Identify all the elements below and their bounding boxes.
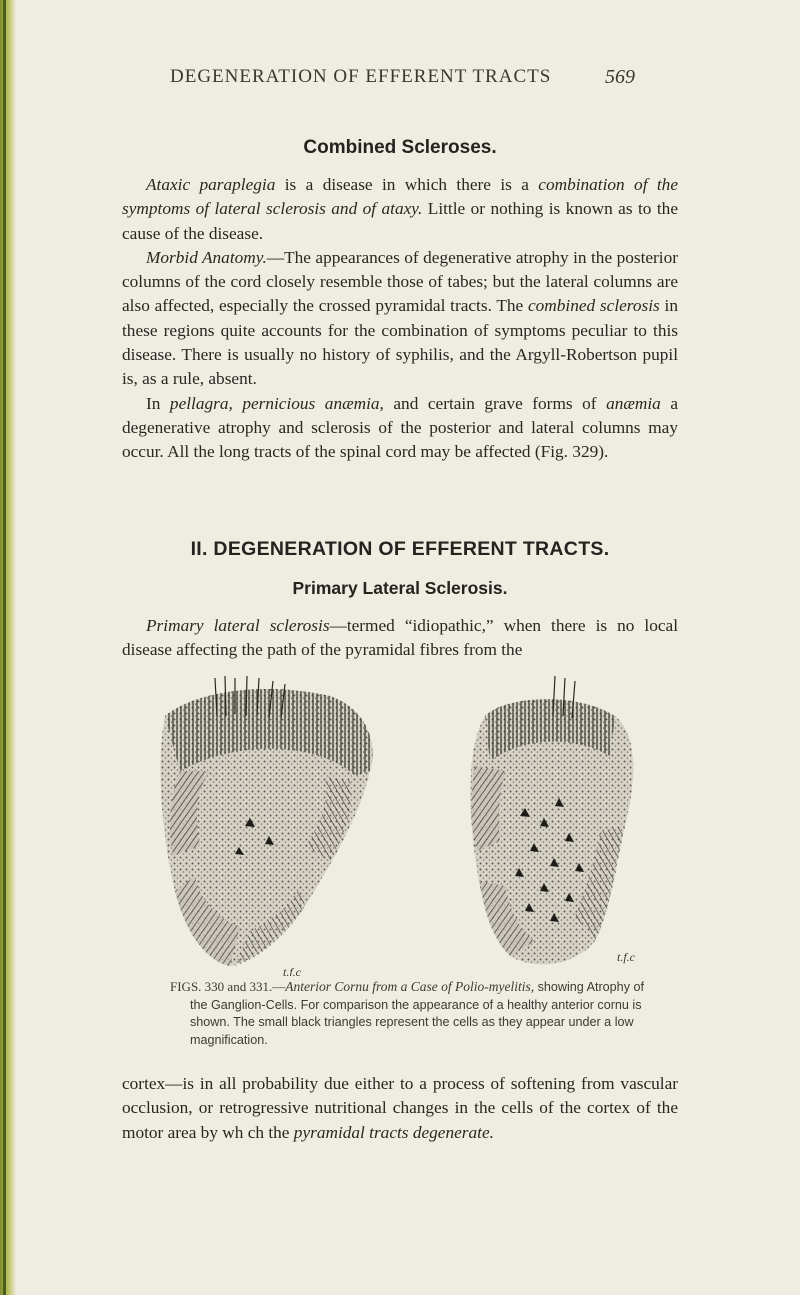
paragraph-primary-lateral-sclerosis	[122, 614, 678, 663]
book-spine-binding	[3, 0, 6, 1295]
italic-span: pellagra, pernicious anæmia,	[169, 393, 384, 413]
text-span: cortex—is in all probability due either to a process of softening from vascular occlusion, or retrogressive nutritional changes in the cells of the cortex of the motor area by wh ch the	[122, 1074, 678, 1142]
primary-lateral-sclerosis-body	[122, 614, 678, 663]
paragraph-ataxic-paraplegia	[122, 173, 678, 246]
figure-caption	[170, 978, 660, 1049]
running-head: DEGENERATION OF EFFERENT TRACTS	[170, 66, 552, 87]
figure-illustration	[155, 676, 645, 976]
paragraph-pellagra	[122, 392, 678, 465]
text-span: —The appearances of degenerative atrophy in the posterior columns of the cord closely resemble those of tabes; but the lateral columns are also affected, especially the crossed pyramidal tracts. The	[122, 247, 678, 316]
text-span: in these regions quite accounts for the combination of symptoms peculiar to this disease. There is usually no history of syphilis, and the Argyll-Robertson pupil is, as a rule, absent.	[122, 296, 678, 389]
text-span: —termed “idiopathic,” when there is no local disease affecting the path of the pyramidal fibres from the	[122, 616, 678, 660]
italic-span: combined sclerosis	[527, 296, 660, 316]
text-span: Little or nothing is known as to the cause of the disease.	[122, 199, 678, 243]
term-ataxic-paraplegia: Ataxic paraplegia	[146, 175, 276, 194]
figure-330-left	[160, 676, 372, 966]
section-heading-degeneration-efferent: II. DEGENERATION OF EFFERENT TRACTS.	[190, 538, 610, 560]
caption-figure-reference: FIGS. 330 and 331.—	[170, 979, 286, 994]
figure-anterior-cornu	[155, 676, 645, 976]
paragraph-continuation	[122, 1072, 678, 1145]
term-primary-lateral-sclerosis: Primary lateral sclerosis	[146, 616, 330, 635]
page-number: 569	[605, 66, 635, 88]
text-span: is a disease in which there is a	[275, 175, 539, 194]
paragraph-morbid-anatomy	[122, 246, 678, 392]
combined-scleroses-body	[122, 173, 678, 465]
figure-331-right	[470, 676, 633, 964]
italic-span: anæmia	[606, 393, 661, 413]
subheading-primary-lateral-sclerosis: Primary Lateral Sclerosis.	[292, 578, 508, 598]
italic-span: combination of the symptoms of lateral sclerosis and of ataxy.	[122, 175, 678, 219]
text-span: and certain grave forms of	[383, 393, 607, 413]
caption-text: showing Atrophy of the Ganglion-Cells. For comparison the appearance of a healthy anterior cornu is shown. The small black triangles represent the cells as they appear under a low magnification.	[190, 980, 644, 1047]
italic-span: pyramidal tracts degenerate.	[293, 1122, 494, 1142]
term-morbid-anatomy: Morbid Anatomy.	[146, 247, 267, 267]
caption-italic-title: Anterior Cornu from a Case of Polio-myelitis,	[285, 979, 535, 994]
section-heading-combined-scleroses: Combined Scleroses.	[303, 137, 497, 158]
text-span: a degenerative atrophy and sclerosis of the posterior and lateral columns may occur. All the long tracts of the spinal cord may be affected (Fig. 329).	[122, 393, 678, 462]
label-tfc-right: t.f.c	[617, 950, 635, 964]
continuation-body	[122, 1072, 678, 1145]
label-tfc-left: t.f.c	[283, 965, 301, 976]
text-span: In	[146, 393, 170, 413]
